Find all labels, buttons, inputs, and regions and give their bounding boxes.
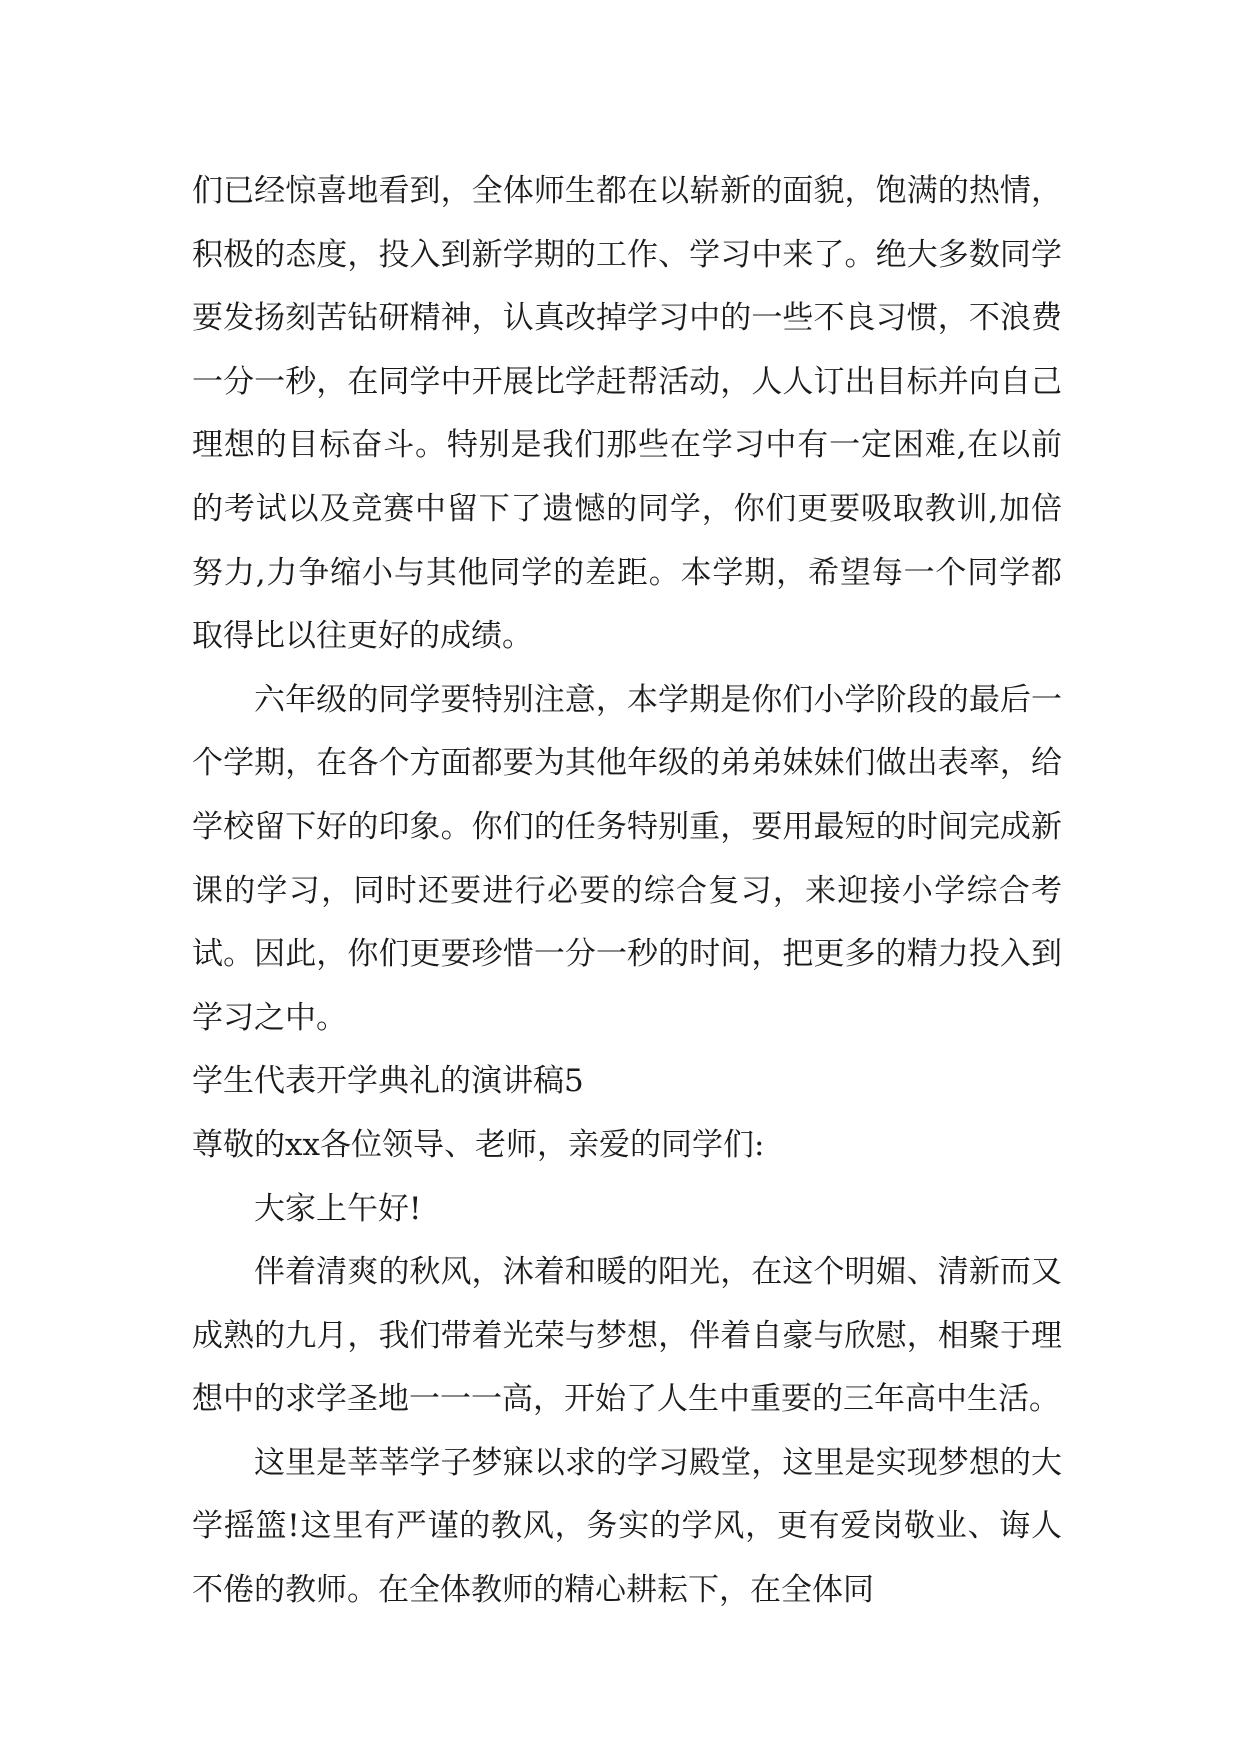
paragraph-school: 这里是莘莘学子梦寐以求的学习殿堂，这里是实现梦想的大学摇篮!这里有严谨的教风，务实的学风，更有爱岗敬业、诲人不倦的教师。在全体教师的精心耕耘下，在全体同	[192, 1444, 1062, 1609]
salutation: 尊敬的xx各位领导、老师，亲爱的同学们:	[192, 1126, 765, 1163]
document-body	[192, 160, 1062, 1623]
paragraph-sixth-grade: 六年级的同学要特别注意，本学期是你们小学阶段的最后一个学期，在各个方面都要为其他年级的弟弟妹妹们做出表率，给学校留下好的印象。你们的任务特别重，要用最短的时间完成新课的学习，同时还要进行必要的综合复习，来迎接小学综合考试。因此，你们更要珍惜一分一秒的时间，把更多的精力投入到学习之中。	[192, 681, 1062, 1036]
greeting: 大家上午好!	[254, 1190, 422, 1227]
paragraph-autumn: 伴着清爽的秋风，沐着和暖的阳光，在这个明媚、清新而又成熟的九月，我们带着光荣与梦想，伴着自豪与欣慰，相聚于理想中的求学圣地一一一高，开始了人生中重要的三年高中生活。	[192, 1254, 1062, 1418]
paragraph-continuation: 们已经惊喜地看到，全体师生都在以崭新的面貌，饱满的热情，积极的态度，投入到新学期的工作、学习中来了。绝大多数同学要发扬刻苦钻研精神，认真改掉学习中的一些不良习惯，不浪费一分一秒，在同学中开展比学赶帮活动，人人订出目标并向自己理想的目标奋斗。特别是我们那些在学习中有一定困难,在以前的考试以及竞赛中留下了遗憾的同学，你们更要吸取教训,加倍努力,力争缩小与其他同学的差距。本学期，希望每一个同学都取得比以往更好的成绩。	[192, 173, 1062, 655]
section-heading: 学生代表开学典礼的演讲稿5	[192, 1063, 584, 1100]
